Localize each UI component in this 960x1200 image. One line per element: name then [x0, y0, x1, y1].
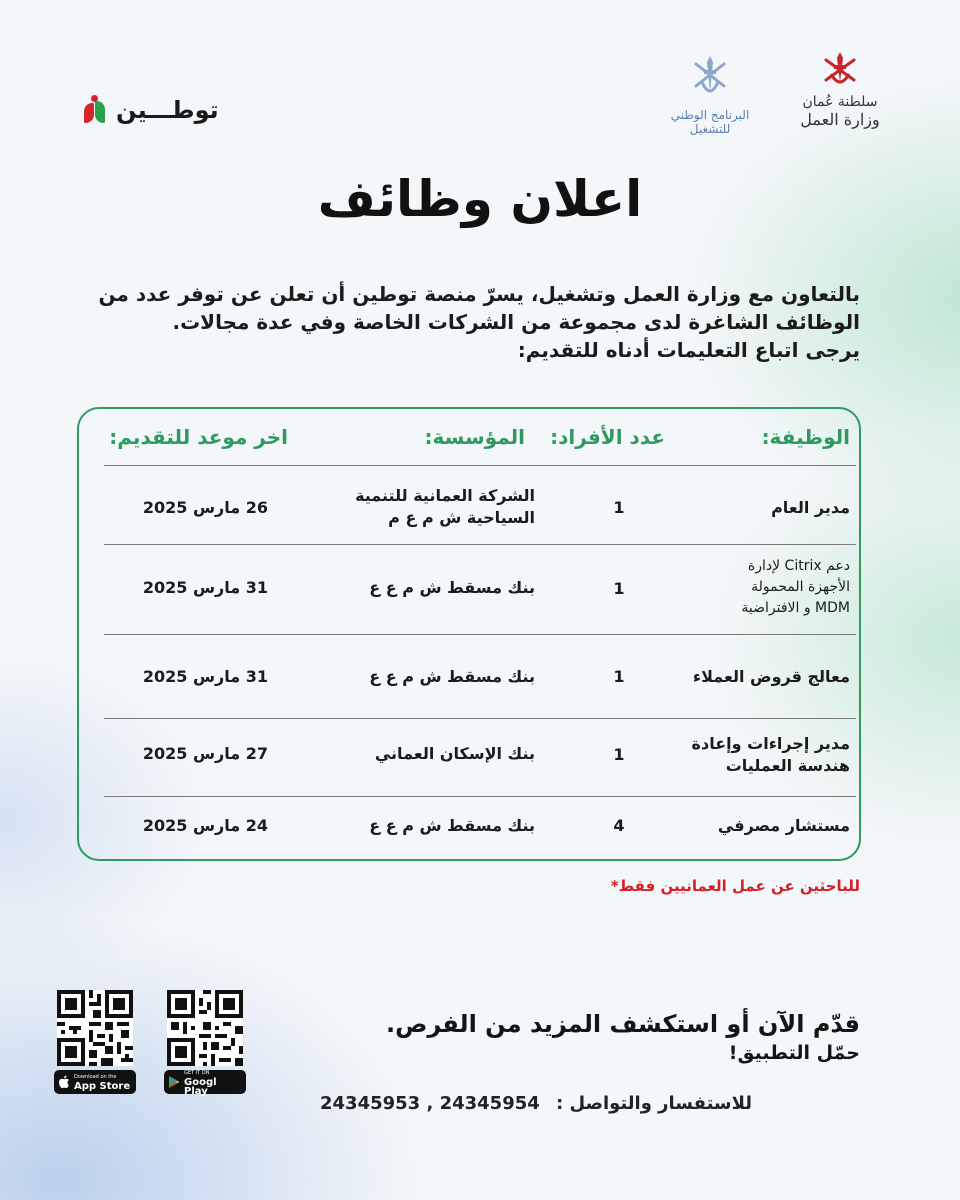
tawteen-logo-text: توطـــين: [116, 96, 219, 124]
cta-download: حمّل التطبيق!: [728, 1042, 860, 1064]
contact-phones: 24345954 , 24345953: [320, 1093, 540, 1114]
row-count: 4: [613, 816, 625, 835]
row-job: دعم Citrix لإدارة الأجهزة المحمولة MDM و الافتراضية: [741, 558, 850, 616]
intro-line: يرجى اتباع التعليمات أدناه للتقديم:: [517, 338, 860, 362]
row-deadline: 26 مارس 2025: [142, 498, 268, 517]
row-count: 1: [613, 745, 625, 764]
khanjar-emblem-icon: [660, 52, 760, 102]
contact-label: للاستفسار والتواصل :: [556, 1093, 753, 1114]
ministry-line2: وزارة العمل: [800, 110, 880, 129]
row-count: 1: [613, 579, 625, 598]
row-deadline: 31 مارس 2025: [142, 667, 268, 686]
row-deadline: 31 مارس 2025: [142, 578, 268, 597]
row-organization: بنك مسقط ش م ع ع: [369, 816, 535, 835]
apple-icon: [58, 1075, 70, 1089]
appstore-qr-code[interactable]: [57, 990, 133, 1066]
row-organization: بنك مسقط ش م ع ع: [369, 667, 535, 686]
nep-line2: للتشغيل: [689, 122, 731, 136]
row-deadline: 24 مارس 2025: [142, 816, 268, 835]
intro-line: الوظائف الشاغرة لدى مجموعة من الشركات الخاصة وفي عدة مجالات.: [172, 310, 860, 334]
googleplay-badge-bottom: Googl Play: [184, 1076, 217, 1097]
row-job: مستشار مصرفي: [717, 816, 850, 835]
eligibility-note: للباحثين عن عمل العمانيين فقط*: [610, 877, 860, 895]
googleplay-badge[interactable]: [164, 1069, 246, 1097]
tawteen-leaf-icon: [82, 95, 108, 125]
appstore-badge[interactable]: [54, 1070, 136, 1094]
row-job: مدير العام: [771, 498, 850, 517]
row-job: مدير إجراءات وإعادة هندسة العمليات: [691, 734, 850, 775]
appstore-badge-top: Download on the: [74, 1074, 117, 1080]
table-divider: [104, 718, 856, 719]
nep-line1: البرنامج الوطني: [670, 108, 750, 122]
row-job: معالج قروض العملاء: [692, 667, 850, 686]
row-organization: بنك مسقط ش م ع ع: [369, 578, 535, 597]
googleplay-qr-code[interactable]: [167, 990, 243, 1066]
header-job: الوظيفة:: [761, 425, 850, 449]
intro-line: بالتعاون مع وزارة العمل وتشغيل، يسرّ منصة توطين أن تعلن عن توفر عدد من: [98, 282, 860, 306]
nep-logo: [660, 52, 760, 136]
googleplay-badge-top: GET IT ON: [184, 1069, 210, 1076]
table-divider: [104, 544, 856, 545]
table-divider: [104, 465, 856, 466]
row-deadline: 27 مارس 2025: [142, 744, 268, 763]
row-count: 1: [613, 498, 625, 517]
row-organization: بنك الإسكان العماني: [374, 744, 535, 763]
contact-info: [320, 1093, 752, 1114]
header-organization: المؤسسة:: [424, 425, 525, 449]
appstore-badge-bottom: App Store: [74, 1081, 131, 1092]
page-title: اعلان وظائف: [317, 170, 643, 228]
oman-emblem-icon: [790, 50, 890, 90]
header-count: عدد الأفراد:: [550, 425, 665, 449]
table-divider: [104, 634, 856, 635]
row-organization: الشركة العمانية للتنمية السياحية ش م ع م: [355, 486, 535, 527]
intro-paragraph: [80, 280, 860, 364]
ministry-logo: [790, 50, 890, 129]
play-icon: [168, 1075, 180, 1089]
row-count: 1: [613, 667, 625, 686]
table-divider: [104, 796, 856, 797]
cta-heading: قدّم الآن أو استكشف المزيد من الفرص.: [385, 1010, 860, 1038]
header-deadline: اخر موعد للتقديم:: [109, 425, 288, 449]
ministry-line1: سلطنة عُمان: [802, 94, 878, 110]
tawteen-logo: [82, 95, 219, 125]
